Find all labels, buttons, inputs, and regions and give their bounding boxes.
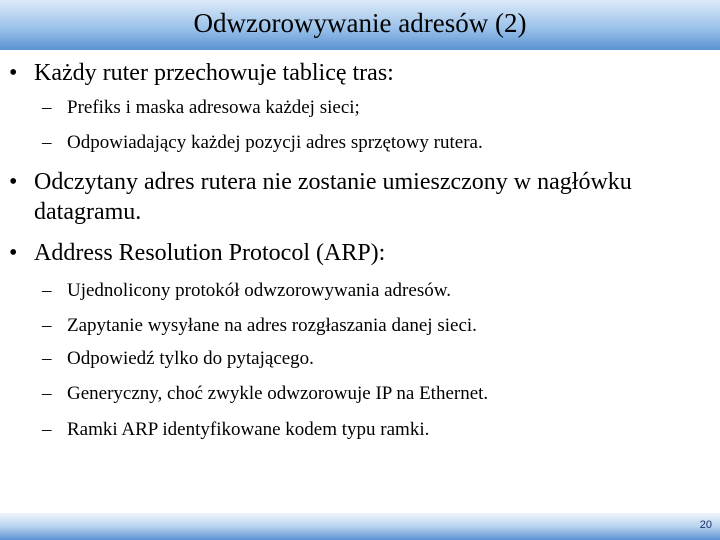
dash-marker: –	[42, 315, 52, 336]
bullet-marker: •	[9, 240, 18, 266]
bullet-marker: •	[9, 60, 18, 86]
slide-title-bar	[0, 0, 720, 50]
sub-bullet-text: Prefiks i maska adresowa każdej sieci;	[67, 97, 360, 118]
bullet-text: Każdy ruter przechowuje tablicę tras:	[34, 60, 394, 86]
sub-bullet-text: Odpowiedź tylko do pytającego.	[67, 348, 314, 369]
bullet-text: Address Resolution Protocol (ARP):	[34, 240, 386, 266]
sub-bullet-text: Ujednolicony protokół odwzorowywania adresów.	[67, 280, 451, 301]
dash-marker: –	[42, 348, 52, 369]
sub-bullet-text: Odpowiadający każdej pozycji adres sprzętowy rutera.	[67, 132, 483, 153]
slide-footer-bar	[0, 513, 720, 540]
dash-marker: –	[42, 419, 52, 440]
sub-bullet-text: Zapytanie wysyłane na adres rozgłaszania danej sieci.	[67, 315, 477, 336]
page-number: 20	[699, 519, 712, 531]
bullet-text: Odczytany adres rutera nie zostanie umieszczony w nagłówku datagramu.	[34, 169, 632, 225]
bullet-marker: •	[9, 169, 18, 195]
sub-bullet-text: Generyczny, choć zwykle odwzorowuje IP na Ethernet.	[67, 383, 489, 404]
dash-marker: –	[42, 383, 52, 404]
slide-title: Odwzorowywanie adresów (2)	[193, 7, 527, 38]
dash-marker: –	[42, 132, 52, 153]
sub-bullet-text: Ramki ARP identyfikowane kodem typu ramki.	[67, 419, 430, 440]
dash-marker: –	[42, 97, 52, 118]
dash-marker: –	[42, 280, 52, 301]
